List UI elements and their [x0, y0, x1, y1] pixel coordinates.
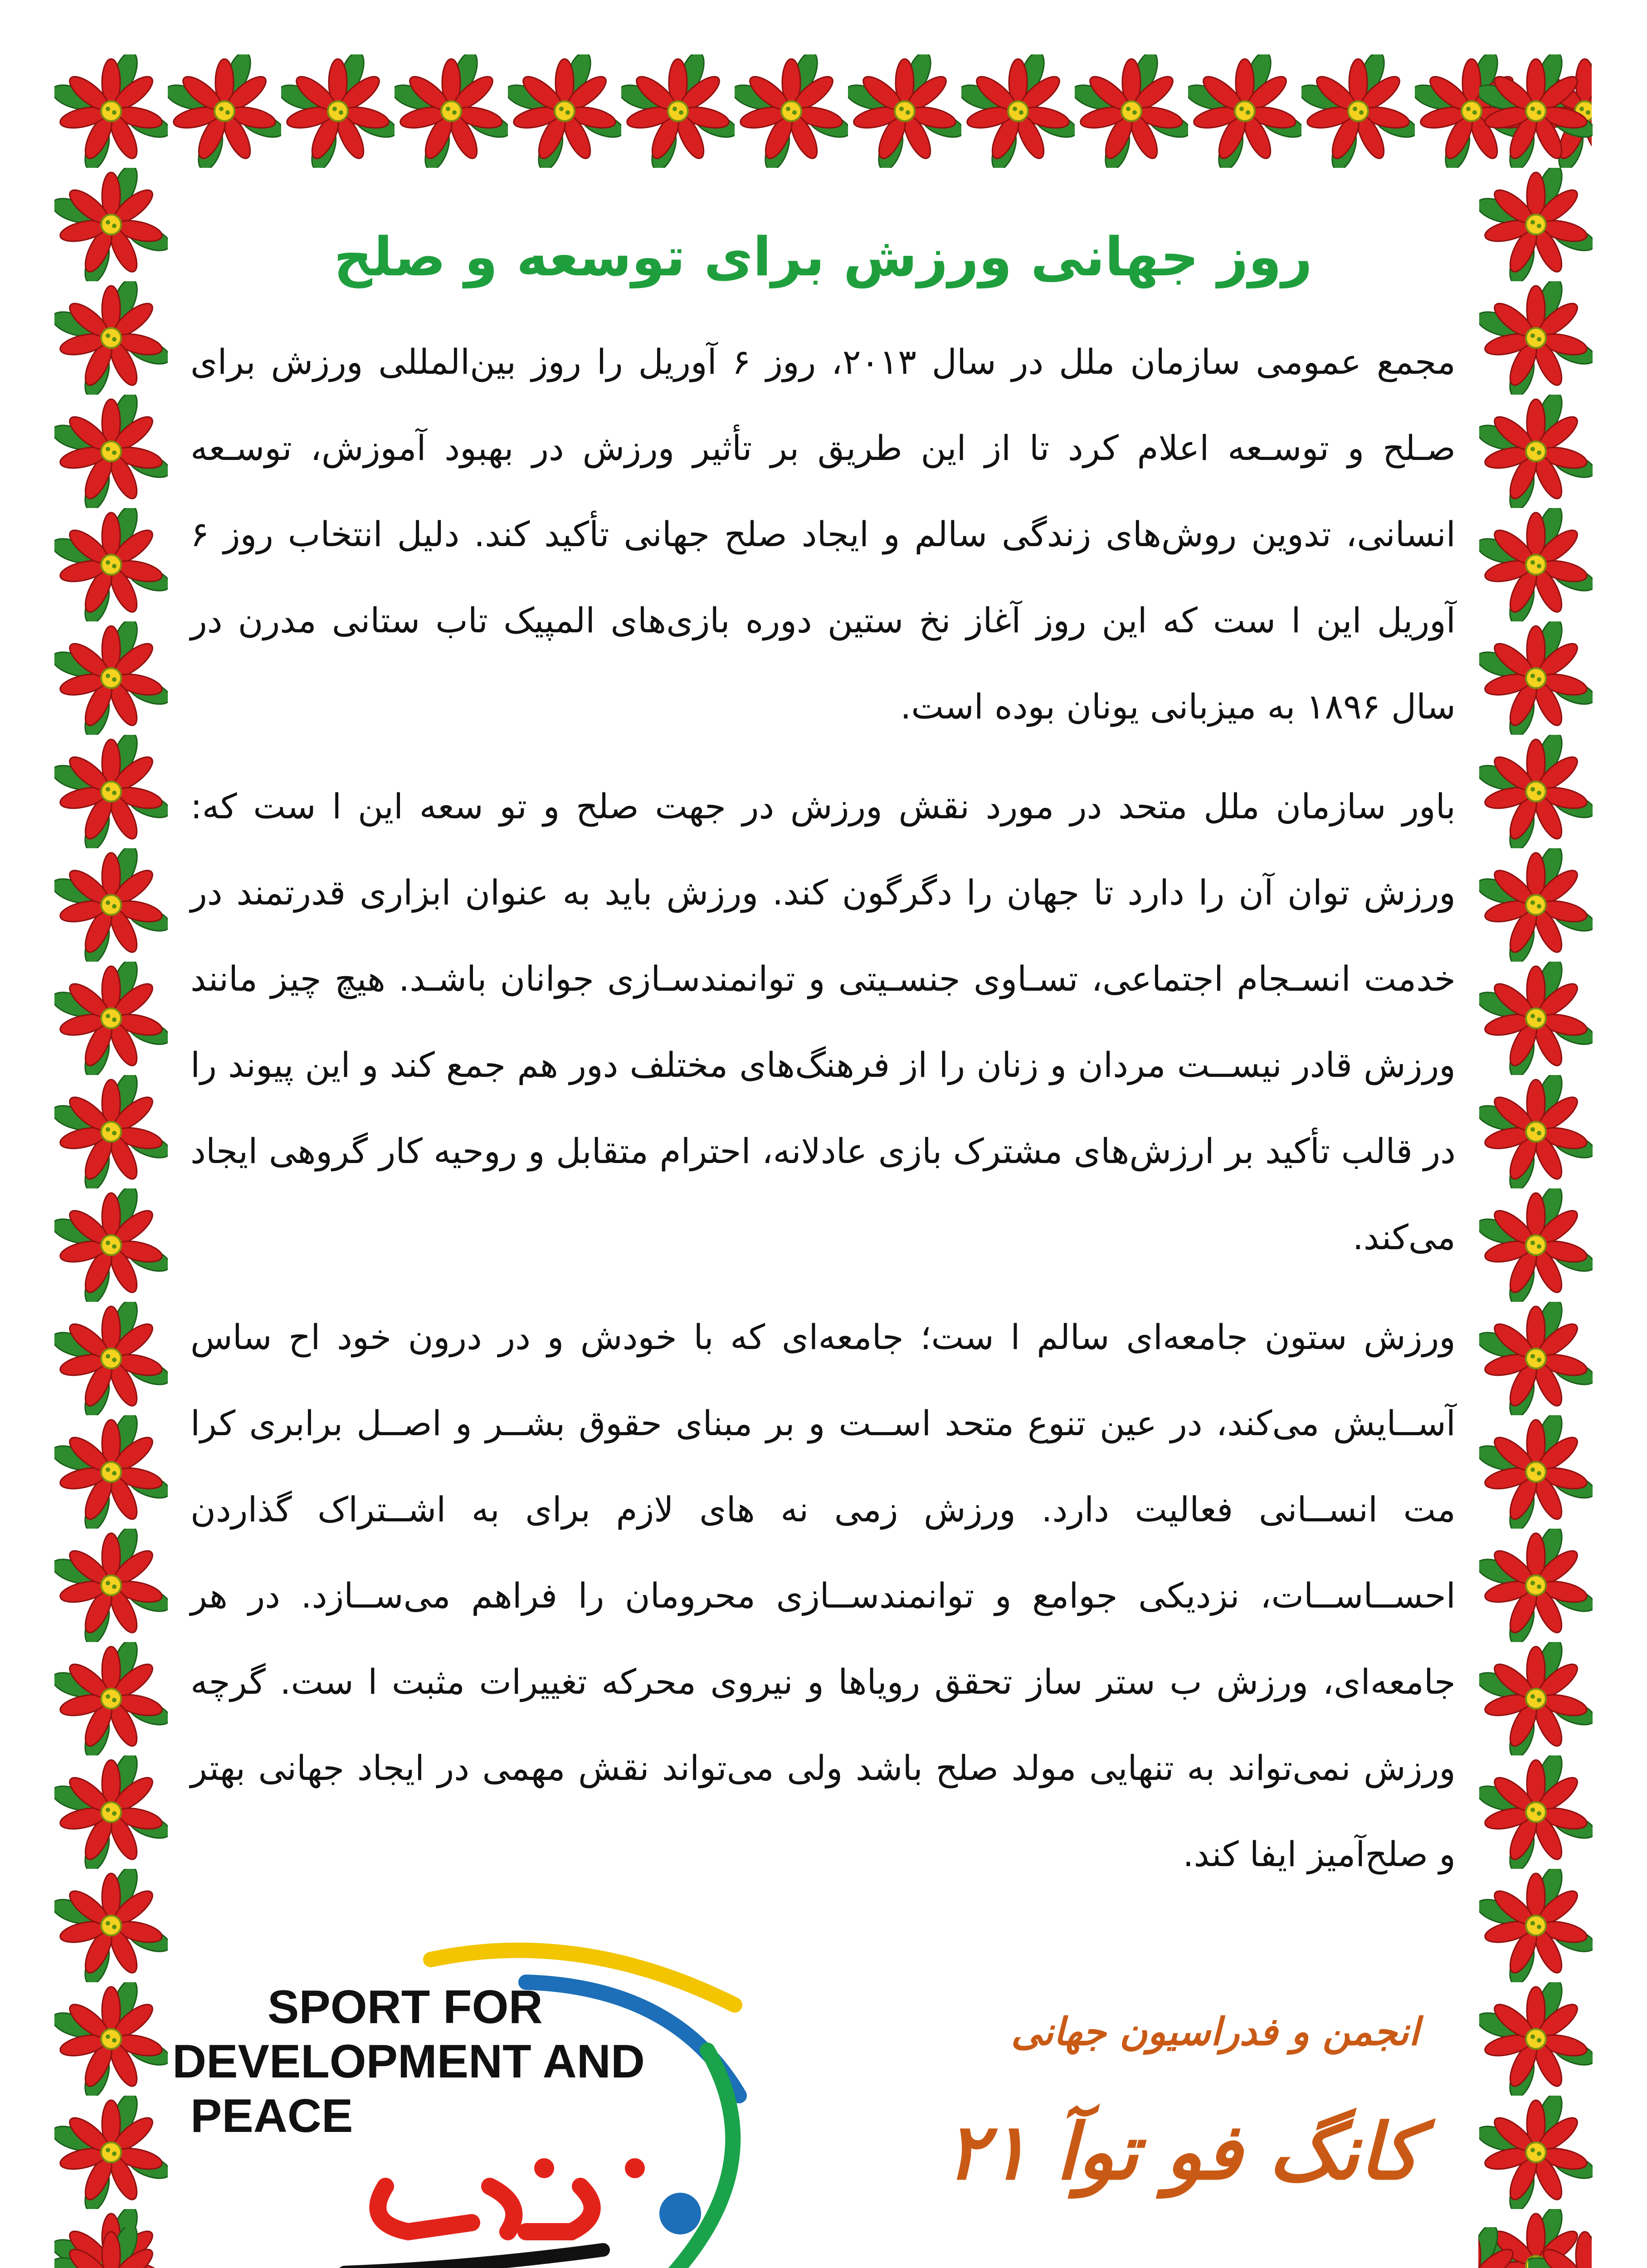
paragraph-2: باور سازمان ملل متحد در مورد نقش ورزش در جهت صلح و تو سعه این ا ست که: ورزش توان آن را دارد تا جهان را دگرگون کند. ورزش باید به عنوان ابزاری قدرتمند در خدمت انسـجام اجتماعی، تسـاوی جنسـیتی و توانمندسـازی جوانان باشـد. هیچ چیز مانند ورزش قادر نیســت مردان و زنان را از فرهنگ‌های مختلف دور هم جمع کند و این پیوند را در قالب تأکید بر ارزش‌های مشترک بازی عادلانه، احترام متقابل و روحیه کار گروهی ایجاد می‌کند.: [190, 786, 1456, 1258]
organization-line-2: کانگ فو توآ ۲۱: [946, 2107, 1419, 2197]
paragraph-1: مجمع عمومی سازمان ملل در سال ۲۰۱۳، روز ۶ آوریل را روز بین‌المللی ورزش برای صـلح و توسـعه اعلام کرد تا از این طریق بر تأثیر ورزش در بهبود آموزش، توسـعه انسانی، تدوین روش‌های زندگی سالم و ایجاد صلح جهانی تأکید کند. دلیل انتخاب روز ۶ آوریل این ا ست که این روز آغاز نخ ستین دوره بازی‌های المپیک تاب ستانی مدرن در سال ۱۸۹۶ به میزبانی یونان بوده است.: [190, 342, 1456, 727]
paragraph-3: ورزش ستون جامعه‌ای سالم ا ست؛ جامعه‌ای که با خودش و در درون خود اح ساس آســایش می‌کند، در عین تنوع متحد اســت و بر مبنای حقوق بشــر و اصــل برابری کرا مت انســانی فعالیت دارد. ورزش زمی نه های لازم برای به اشــتراک گذاردن احســاســات، نزدیکی جوامع و توانمندســازی محرومان را فراهم می‌ســازد. در هر جامعه‌ای، ورزش ب ستر ساز تحقق رویاها و نیروی محرکه تغییرات مثبت ا ست. گرچه ورزش نمی‌تواند به تنهایی مولد صلح باشد ولی می‌تواند نقش مهمی در ایجاد جهانی بهتر و صلح‌آمیز ایفا کند.: [190, 1317, 1456, 1875]
poinsettia-flower-icon: [54, 54, 168, 2268]
document-body: [190, 191, 1456, 1911]
poinsettia-border-bottom: [54, 2227, 1592, 2268]
sport-for-development-and-peace-logo: [172, 1932, 816, 2268]
poinsettia-flower-icon: [1479, 54, 1593, 2268]
logo-line-1: SPORT FOR: [268, 1981, 543, 2033]
poinsettia-border-top: [54, 54, 1592, 168]
poinsettia-border-right: [1479, 54, 1593, 2268]
logo-line-3: PEACE: [190, 2090, 353, 2142]
poinsettia-border-left: [54, 54, 168, 2268]
logo-line-2: DEVELOPMENT AND: [172, 2035, 645, 2088]
page-title: روز جهانی ورزش برای توسعه و صلح: [333, 225, 1313, 288]
poinsettia-flower-icon: [54, 2227, 1592, 2268]
poinsettia-flower-icon: [54, 54, 1592, 168]
organization-line-1: انجمن و فدراسیون جهانی: [1011, 2009, 1419, 2054]
